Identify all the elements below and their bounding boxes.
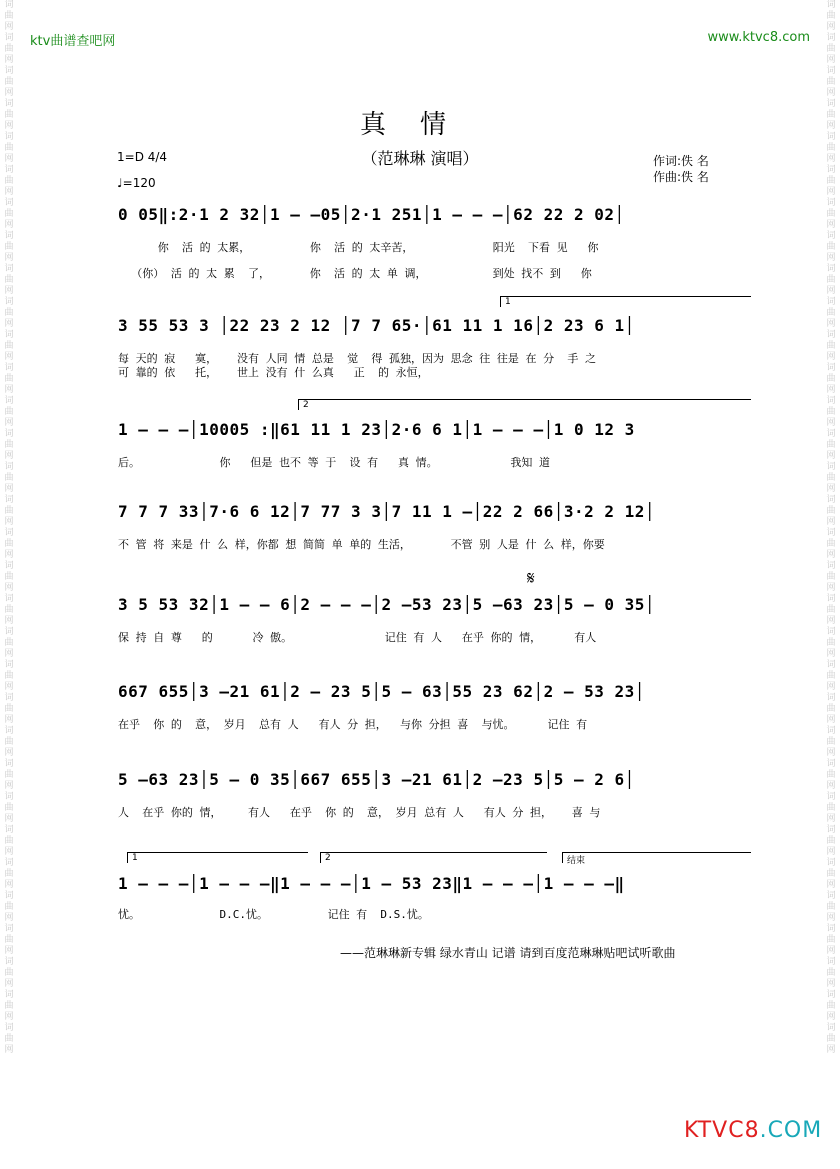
lyric-line: 每 天的 寂 寞， 没有 人同 情 总是 觉 得 孤独，因为 思念 往 往是 在 分 手 之 — [118, 352, 596, 365]
first-ending-bracket: 1 — [500, 296, 751, 307]
lyric-line: 可 靠的 依 托， 世上 没有 什 么真 正 的 永恒， — [118, 366, 429, 379]
song-title: 真情 — [359, 110, 480, 140]
lyricist: 作词:佚 名 — [653, 154, 709, 168]
ktvc8-logo — [684, 1118, 822, 1143]
site-url[interactable]: www.ktvc8.com — [707, 30, 810, 45]
site-name: ktv曲谱查吧网 — [30, 34, 116, 49]
lyric-line: 人 在乎 你的 情， 有人 在乎 你 的 意， 岁月 总有 人 有人 分 担， 喜 与 — [118, 806, 601, 819]
tempo-marking: ♩=120 — [117, 176, 156, 190]
lyric-line: 在乎 你 的 意， 岁月 总有 人 有人 分 担， 与你 分担 喜 与忧。 记住 有 — [118, 718, 588, 731]
lyric-line: （你） 活 的 太 累 了， 你 活 的 太 单 调， 到处 找不 到 你 — [118, 267, 592, 280]
footer-note: ——范琳琳新专辑 绿水青山 记谱 请到百度范琳琳贴吧试听歌曲 — [340, 946, 676, 960]
song-subtitle: （范琳琳 演唱） — [361, 149, 479, 168]
notation: 1 — — —│10005 :‖61 11 1 23│2·6 6 1│1 — — —│1 0 12 3 — [118, 420, 635, 439]
lyric-line: 后。 你 但是 也不 等 于 设 有 真 情。 我知 道 — [118, 456, 551, 469]
notation: 1 — — —│1 — — —‖1 — — —│1 — 53 23‖1 — — —│1 — — —‖ — [118, 874, 625, 893]
second-ending-bracket: 2 — [298, 399, 751, 410]
logo-text: KTVC8.COM — [684, 1118, 823, 1143]
notation: 3 55 53 3 │22 23 2 12 │7 7 65·│61 11 1 16│2 23 6 1│ — [118, 316, 635, 335]
final-first-bracket: 1 — [127, 852, 308, 863]
watermark-left: 词曲网词曲网词曲网词曲网词曲网词曲网词曲网词曲网词曲网词曲网词曲网词曲网词曲网词曲网词曲网词曲网词曲网词曲网词曲网词曲网词曲网词曲网词曲网词曲网词曲网词曲网词曲网词曲网词曲网词曲网词曲网词曲网 — [4, 0, 14, 1055]
segno-mark: 𝄋 — [527, 568, 535, 589]
notation: 7 7 7 33│7·6 6 12│7 77 3 3│7 11 1 —│22 2 66│3·2 2 12│ — [118, 502, 656, 521]
key-signature: 1=D 4/4 — [117, 150, 168, 164]
credits — [653, 153, 709, 185]
lyric-line: 不 管 将 来是 什 么 样，你都 想 简简 单 单的 生活， 不管 别 人是 什 么 样，你要 — [118, 538, 605, 551]
final-second-bracket: 2 — [320, 852, 547, 863]
notation: 667 655│3 —21 61│2 — 23 5│5 — 63│55 23 62│2 — 53 23│ — [118, 682, 645, 701]
notation: 0 05‖:2·1 2 32│1 — —05│2·1 251│1 — — —│62 22 2 02│ — [118, 205, 625, 224]
watermark-right: 词曲网词曲网词曲网词曲网词曲网词曲网词曲网词曲网词曲网词曲网词曲网词曲网词曲网词曲网词曲网词曲网词曲网词曲网词曲网词曲网词曲网词曲网词曲网词曲网词曲网词曲网词曲网词曲网词曲网词曲网词曲网词曲网 — [826, 0, 836, 1055]
lyric-line: 忧。 D.C.忧。 记住 有 D.S.忧。 — [118, 908, 429, 921]
notation: 5 —63 23│5 — 0 35│667 655│3 —21 61│2 —23 5│5 — 2 6│ — [118, 770, 635, 789]
ending-bracket: 结束 — [562, 852, 751, 863]
composer: 作曲:佚 名 — [653, 170, 709, 184]
lyric-line: 保 持 自 尊 的 冷 傲。 记住 有 人 在乎 你的 情， 有人 — [118, 631, 597, 644]
lyric-line: 你 活 的 太累， 你 活 的 太辛苦， 阳光 下看 见 你 — [118, 241, 599, 254]
notation: 3 5 53 32│1 — — 6│2 — — —│2 —53 23│5 —63 23│5 — 0 35│ — [118, 595, 656, 614]
